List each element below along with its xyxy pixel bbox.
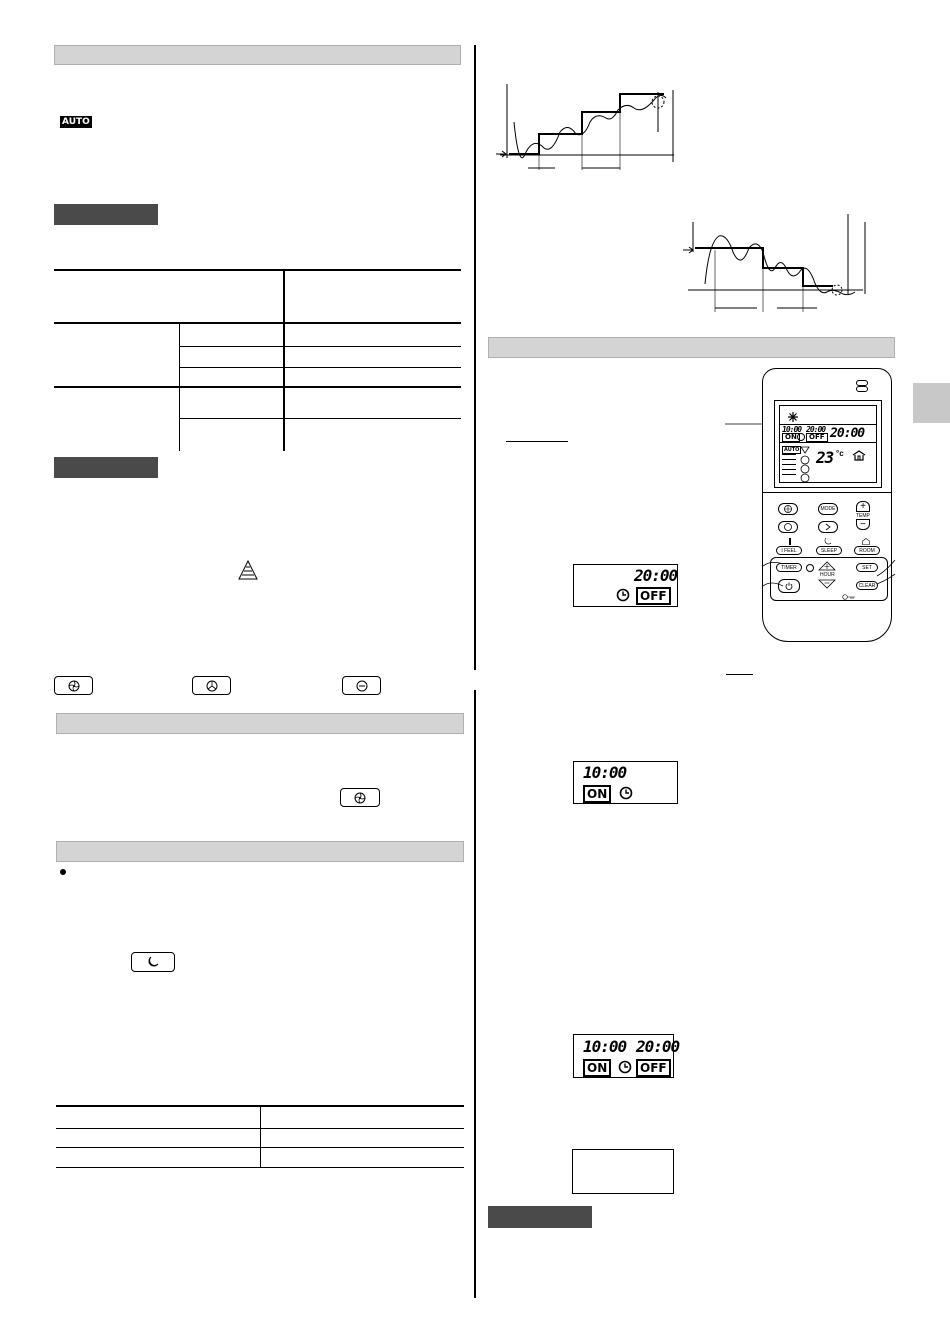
hour-label: HOUR <box>820 572 835 578</box>
off-time-readout: 20:00 <box>634 566 678 585</box>
on-time-readout: 10:00 <box>583 1037 627 1056</box>
clock-icon <box>619 786 633 800</box>
minus-circle-icon <box>356 680 368 692</box>
off-indicator: OFF <box>636 587 671 605</box>
remote-on-indicator: ON <box>782 433 800 442</box>
timer-on-off-lcd <box>573 1034 680 1078</box>
on-indicator: ON <box>583 1059 611 1077</box>
fan-icon <box>68 680 80 692</box>
note-header-bar-right <box>488 1206 592 1228</box>
sleep-button-remote[interactable]: SLEEP <box>816 546 842 555</box>
underline-mark-2 <box>726 674 753 675</box>
moon-icon <box>147 956 159 968</box>
clock-icon <box>618 1060 632 1074</box>
bullet-dot <box>60 869 66 875</box>
temp-label: TEMP <box>856 513 870 519</box>
timer-on-lcd <box>573 761 678 804</box>
clock-icon <box>616 588 630 602</box>
swing-button[interactable] <box>192 676 231 695</box>
remote-off-indicator: OFF <box>806 433 828 442</box>
column-divider-lower <box>474 690 476 1298</box>
fan-button-2[interactable] <box>340 788 380 807</box>
chapter-tab <box>913 383 950 423</box>
temp-unit: °c <box>836 449 844 458</box>
auto-mode-badge: AUTO <box>62 117 90 127</box>
ifeel-button[interactable]: I FEEL <box>776 546 802 555</box>
remote-mode-button[interactable]: MODE <box>818 503 838 515</box>
note-header-bar <box>54 204 158 225</box>
temp-up-button[interactable]: + <box>856 501 870 512</box>
blank-lcd <box>572 1149 674 1194</box>
off-time-readout: 20:00 <box>636 1037 680 1056</box>
fan-icon <box>354 792 366 804</box>
section-header-bar <box>54 45 461 65</box>
on-indicator: ON <box>583 785 611 803</box>
set-button[interactable]: SET <box>856 563 878 572</box>
timer-off-lcd <box>573 564 678 607</box>
temp-down-button[interactable]: − <box>856 519 870 530</box>
fan-button[interactable] <box>54 676 93 695</box>
remote-temp: 23 <box>816 448 834 467</box>
remote-auto-badge: AUTO <box>784 447 800 453</box>
column-divider <box>474 45 476 670</box>
fan-speed-triangle-icon <box>238 560 258 580</box>
underline-mark <box>506 441 568 442</box>
sleep-button[interactable] <box>131 952 175 972</box>
section-header-bar-2 <box>56 713 464 734</box>
clear-button[interactable]: CLEAR <box>856 581 878 590</box>
note-header-bar-2 <box>54 457 158 478</box>
swing-icon <box>206 680 218 692</box>
remote-off-time: 20:00 <box>806 425 826 434</box>
cooling-temperature-graph <box>683 212 873 316</box>
timer-button[interactable]: TIMER <box>776 563 802 572</box>
off-indicator: OFF <box>636 1059 671 1077</box>
remote-on-time: 10:00 <box>782 425 802 434</box>
section-header-bar-right <box>488 337 895 358</box>
on-time-readout: 10:00 <box>583 763 627 782</box>
callout-lines <box>725 420 905 600</box>
heating-temperature-graph <box>494 82 684 172</box>
remote-clock: 20:00 <box>830 426 865 441</box>
section-header-bar-3 <box>56 841 464 862</box>
room-button[interactable]: ROOM <box>854 546 880 555</box>
minus-button[interactable] <box>342 676 381 695</box>
